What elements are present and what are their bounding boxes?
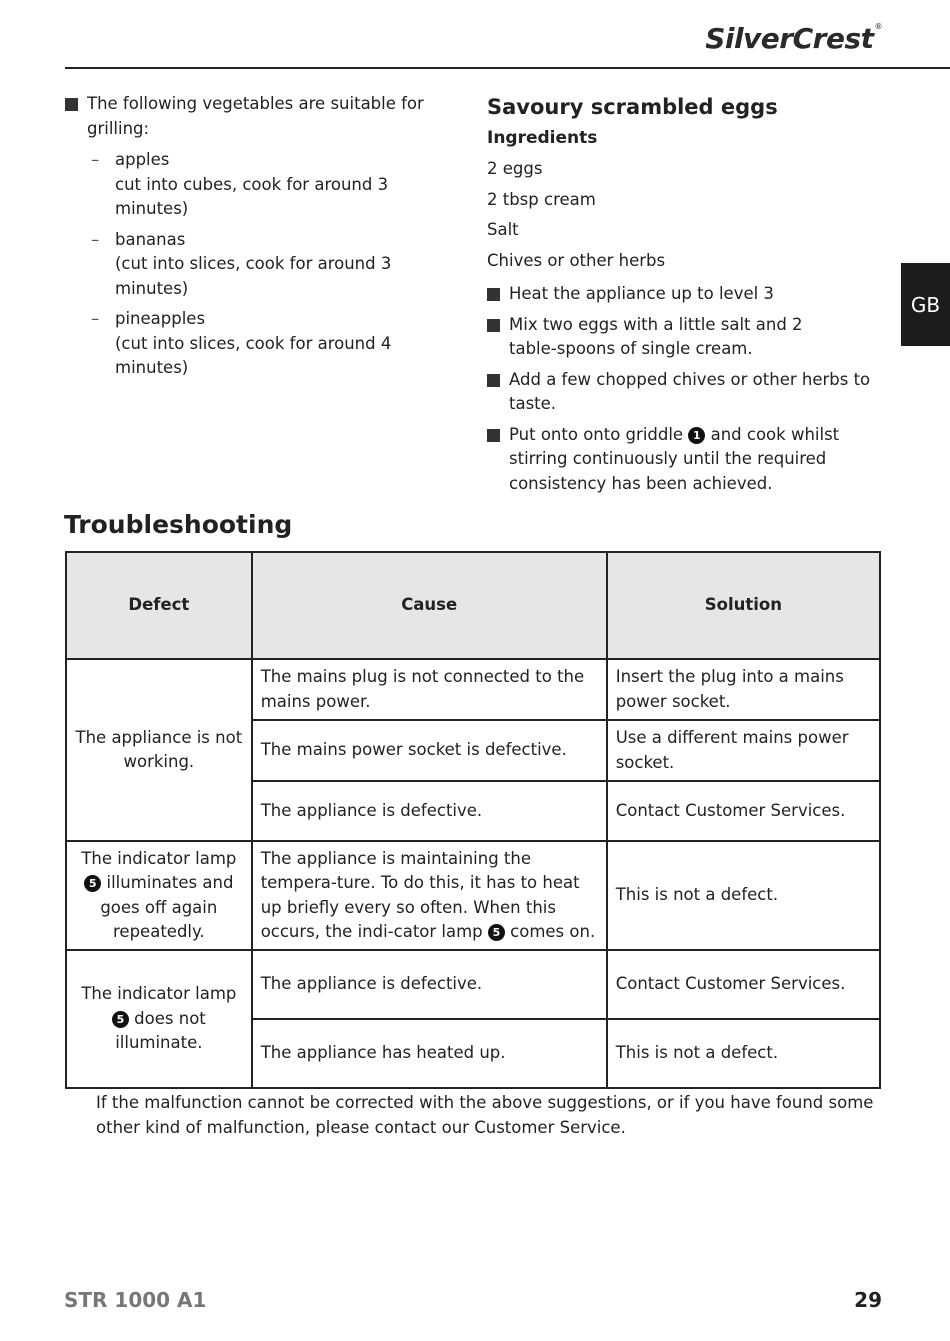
- ingredient: Chives or other herbs: [487, 250, 666, 270]
- ingredient: 2 tbsp cream: [487, 189, 596, 209]
- recipe-steps: [487, 282, 887, 496]
- model-number: STR 1000 A1: [64, 1288, 207, 1312]
- ingredient: Salt: [487, 220, 519, 239]
- recipe-section: [487, 92, 887, 502]
- solution-cell: Contact Customer Services.: [607, 781, 880, 841]
- dash-icon: –: [91, 309, 100, 328]
- solution-cell: This is not a defect.: [607, 841, 880, 950]
- list-item: – apples cut into cubes, cook for around 3 minutes): [91, 150, 389, 218]
- table-row: [66, 841, 880, 950]
- recipe-step: Heat the appliance up to level 3: [487, 282, 887, 307]
- header-solution: Solution: [607, 552, 880, 659]
- dash-icon: –: [91, 150, 100, 169]
- ingredient: 2 eggs: [487, 159, 543, 178]
- cause-cell: The appliance is maintaining the tempera-ture. To do this, it has to heat up briefly every so often. When this occurs, the indi-cator lamp 5 comes on.: [252, 841, 607, 950]
- dash-icon: –: [91, 229, 100, 249]
- table-header-row: [66, 552, 880, 659]
- grilling-intro: The following vegetables are suitable for grilling:: [65, 92, 465, 141]
- bullet-icon: [487, 374, 500, 387]
- header-defect: Defect: [66, 552, 252, 659]
- language-tab: GB: [901, 263, 950, 346]
- cause-cell: The mains power socket is defective.: [252, 720, 607, 781]
- solution-cell: Contact Customer Services.: [607, 950, 880, 1019]
- ingredients-title: Ingredients: [487, 128, 598, 148]
- griddle-number-icon: 1: [688, 427, 705, 444]
- grilling-list: [65, 148, 465, 381]
- recipe-step: Put onto onto griddle 1 and cook whilst stirring continuously until the required consistency has been achieved.: [487, 423, 872, 497]
- malfunction-note: If the malfunction cannot be corrected with the above suggestions, or if you have found some other kind of malfunction, please contact our Customer Service.: [96, 1093, 874, 1137]
- cause-cell: The appliance is defective.: [252, 781, 607, 841]
- bullet-icon: [487, 288, 500, 301]
- recipe-step: Mix two eggs with a little salt and 2 table-spoons of single cream.: [487, 313, 847, 362]
- table-row: [66, 950, 880, 1019]
- table-row: [66, 659, 880, 720]
- cause-cell: The mains plug is not connected to the mains power.: [252, 659, 607, 720]
- cause-cell: The appliance has heated up.: [252, 1019, 607, 1088]
- grilling-section: [65, 92, 465, 387]
- solution-cell: Use a different mains power socket.: [607, 720, 880, 781]
- defect-cell: The indicator lamp 5 illuminates and goes off again repeatedly.: [66, 841, 252, 950]
- troubleshooting-table: [65, 551, 881, 1089]
- bullet-icon: [65, 98, 78, 111]
- bullet-icon: [487, 429, 500, 442]
- defect-cell: The indicator lamp 5 does not illuminate.: [66, 950, 252, 1088]
- list-item: – pineapples (cut into slices, cook for around 4 minutes): [91, 309, 392, 377]
- solution-cell: Insert the plug into a mains power socket.: [607, 659, 880, 720]
- bullet-icon: [487, 319, 500, 332]
- list-item: – bananas (cut into slices, cook for around 3 minutes): [91, 229, 392, 298]
- header-rule: [65, 67, 950, 69]
- indicator-lamp-number-icon: 5: [84, 875, 101, 892]
- indicator-lamp-number-icon: 5: [488, 924, 505, 941]
- recipe-title: Savoury scrambled eggs: [487, 95, 778, 119]
- solution-cell: This is not a defect.: [607, 1019, 880, 1088]
- troubleshooting-title: Troubleshooting: [64, 510, 293, 539]
- indicator-lamp-number-icon: 5: [112, 1011, 129, 1028]
- recipe-step: Add a few chopped chives or other herbs to taste.: [487, 368, 887, 417]
- defect-cell: The appliance is not working.: [66, 659, 252, 841]
- brand-logo: SilverCrest®: [705, 22, 882, 55]
- page-number: 29: [854, 1288, 882, 1312]
- cause-cell: The appliance is defective.: [252, 950, 607, 1019]
- header-cause: Cause: [252, 552, 607, 659]
